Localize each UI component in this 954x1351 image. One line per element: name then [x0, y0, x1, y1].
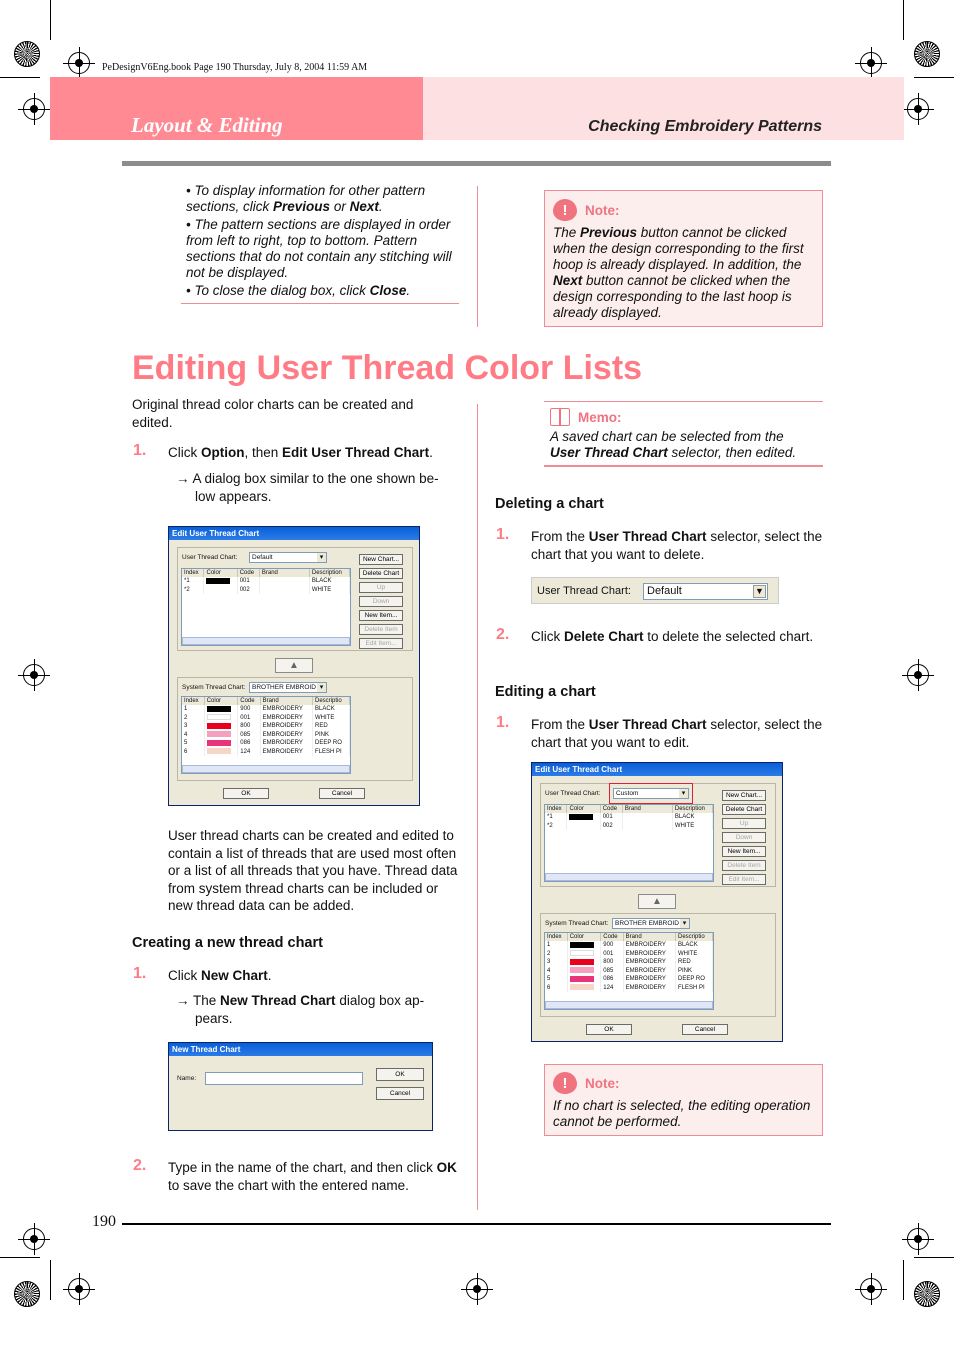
header-rule: [122, 161, 831, 166]
user-thread-grid[interactable]: Index Color Code Brand Description *1 001 BLACK *2 002 WHITE: [544, 804, 714, 882]
header-band-right: [423, 77, 904, 140]
dialog-titlebar: Edit User Thread Chart: [532, 763, 782, 776]
system-chart-label: System Thread Chart:: [182, 684, 246, 691]
registration-target-icon: [907, 98, 929, 120]
table-row[interactable]: 2 001 EMBROIDERY WHITE: [545, 950, 713, 959]
step-result: → A dialog box similar to the one shown be- low appears.: [176, 471, 439, 504]
delete-chart-button[interactable]: Delete Chart: [722, 804, 766, 815]
user-thread-chart-selector: [531, 577, 779, 604]
step-result: → The New Thread Chart dialog box ap- pears.: [176, 993, 425, 1026]
note-box-2: [544, 1064, 823, 1136]
edit-item-button[interactable]: Edit Item...: [359, 638, 403, 649]
registration-star-icon: [914, 1281, 940, 1307]
table-row[interactable]: 6 124 EMBROIDERY FLESH PI: [545, 984, 713, 993]
registration-target-icon: [860, 52, 882, 74]
table-row[interactable]: 1 900 EMBROIDERY BLACK: [545, 941, 713, 950]
table-row[interactable]: 3 800 EMBROIDERY RED: [545, 958, 713, 967]
cancel-button[interactable]: Cancel: [319, 788, 365, 799]
add-up-arrow-icon[interactable]: ▲: [275, 658, 313, 673]
page-title: Editing User Thread Color Lists: [132, 349, 643, 387]
registration-star-icon: [14, 1281, 40, 1307]
new-item-button[interactable]: New Item...: [359, 610, 403, 621]
ok-button[interactable]: OK: [223, 788, 269, 799]
selector-label: User Thread Chart:: [537, 585, 631, 597]
header-band-left: [50, 77, 423, 140]
table-row[interactable]: *2 002 WHITE: [545, 822, 713, 831]
note-text: If no chart is selected, the editing operation cannot be performed.: [553, 1098, 811, 1129]
dialog-titlebar: Edit User Thread Chart: [169, 527, 419, 540]
exclamation-icon: !: [553, 199, 577, 221]
user-chart-combo[interactable]: Custom ▾: [613, 788, 689, 799]
bullet-item: • The pattern sections are displayed in order from left to right, top to bottom. Pattern sections that do not contain any stitching will not be displayed.: [186, 217, 452, 280]
note-box: [544, 190, 823, 327]
column-divider: [477, 404, 478, 1210]
horizontal-scrollbar[interactable]: [545, 873, 713, 881]
registration-target-icon: [907, 664, 929, 686]
edit-user-thread-chart-dialog-custom: [531, 762, 783, 1042]
deleting-heading: Deleting a chart: [495, 496, 604, 512]
footer-rule: [122, 1223, 831, 1225]
registration-target-icon: [68, 52, 90, 74]
topic-title: Checking Embroidery Patterns: [588, 118, 822, 135]
delete-chart-button[interactable]: Delete Chart: [359, 568, 403, 579]
step-number: 1.: [496, 526, 510, 543]
delete-item-button[interactable]: Delete Item: [359, 624, 403, 635]
table-row[interactable]: *1 001 BLACK: [182, 577, 350, 586]
print-info-line: PeDesignV6Eng.book Page 190 Thursday, July 8, 2004 11:59 AM: [102, 62, 368, 73]
step-number: 2.: [133, 1157, 147, 1174]
registration-star-icon: [914, 41, 940, 67]
step-text: Click Option, then Edit User Thread Chart.: [168, 445, 433, 460]
editing-heading: Editing a chart: [495, 684, 596, 700]
step-text: Click New Chart.: [168, 968, 272, 983]
step-number: 2.: [496, 626, 510, 643]
step-text: Type in the name of the chart, and then click OK to save the chart with the entered name.: [168, 1160, 457, 1193]
name-label: Name:: [177, 1075, 197, 1082]
exclamation-icon: !: [553, 1072, 577, 1094]
up-button[interactable]: Up: [359, 582, 403, 593]
table-row[interactable]: 4 085 EMBROIDERY PINK: [182, 731, 350, 740]
selector-combo[interactable]: Default ▼: [643, 583, 768, 600]
bullet-item: • To close the dialog box, click Close.: [186, 283, 411, 298]
step-text: From the User Thread Chart selector, select the chart that you want to edit.: [531, 717, 823, 750]
horizontal-scrollbar[interactable]: [545, 1001, 713, 1009]
intro-paragraph: Original thread color charts can be created and edited.: [132, 397, 414, 430]
dialog-titlebar: New Thread Chart: [169, 1043, 432, 1056]
table-row[interactable]: 2 001 EMBROIDERY WHITE: [182, 714, 350, 723]
table-row[interactable]: 1 900 EMBROIDERY BLACK: [182, 705, 350, 714]
edit-user-thread-chart-dialog: [168, 526, 420, 806]
bullet-item: • To display information for other pattern sections, click Previous or Next.: [186, 183, 426, 214]
ok-button[interactable]: OK: [376, 1068, 424, 1081]
new-item-button[interactable]: New Item...: [722, 846, 766, 857]
table-row[interactable]: 3 800 EMBROIDERY RED: [182, 722, 350, 731]
table-row[interactable]: 5 086 EMBROIDERY DEEP RO: [182, 739, 350, 748]
system-chart-combo[interactable]: BROTHER EMBROID ▾: [249, 682, 327, 693]
registration-target-icon: [466, 1278, 488, 1300]
registration-target-icon: [23, 98, 45, 120]
user-chart-label: User Thread Chart:: [182, 554, 238, 561]
table-row[interactable]: *1 001 BLACK: [545, 813, 713, 822]
memo-text: A saved chart can be selected from the User Thread Chart selector, then edited.: [550, 429, 797, 460]
registration-target-icon: [907, 1228, 929, 1250]
memo-header: Memo:: [550, 408, 817, 426]
down-button[interactable]: Down: [359, 596, 403, 607]
registration-target-icon: [68, 1278, 90, 1300]
registration-target-icon: [23, 1228, 45, 1250]
creating-heading: Creating a new thread chart: [132, 935, 323, 951]
step-number: 1.: [496, 714, 510, 731]
page-number: 190: [92, 1213, 116, 1230]
delete-item-button[interactable]: Delete Item: [722, 860, 766, 871]
step-number: 1.: [133, 965, 147, 982]
new-chart-button[interactable]: New Chart...: [722, 790, 766, 801]
chart-name-input[interactable]: [205, 1072, 363, 1085]
cancel-button[interactable]: Cancel: [376, 1087, 424, 1100]
note-header: ! Note:: [553, 1072, 814, 1094]
new-thread-chart-dialog: [168, 1042, 433, 1131]
system-thread-grid[interactable]: Index Color Code Brand Descriptio 1 900 EMBROIDERY BLACK 2 001 EMBROIDERY WHITE 3 800 EMBROIDERY RED 4 085 EMBROIDERY PINK 5 086 EMBROIDERY DEEP RO 6 124 EMBROIDERY FLESH PI: [544, 932, 714, 1010]
table-row[interactable]: 5 086 EMBROIDERY DEEP RO: [545, 975, 713, 984]
chevron-down-icon[interactable]: ▼: [753, 585, 766, 598]
book-icon: [550, 408, 570, 426]
down-button[interactable]: Down: [722, 832, 766, 843]
table-row[interactable]: 4 085 EMBROIDERY PINK: [545, 967, 713, 976]
section-title: Layout & Editing: [131, 113, 283, 137]
registration-star-icon: [14, 41, 40, 67]
top-bullet-list: [186, 183, 458, 299]
system-chart-combo[interactable]: BROTHER EMBROID ▾: [612, 918, 690, 929]
registration-target-icon: [23, 664, 45, 686]
bullets-rule: [181, 303, 459, 304]
user-chart-combo[interactable]: Default ▾: [249, 552, 327, 563]
add-up-arrow-icon[interactable]: ▲: [638, 894, 676, 909]
step-text: Click Delete Chart to delete the selected chart.: [531, 629, 814, 644]
step-text: From the User Thread Chart selector, select the chart that you want to delete.: [531, 529, 823, 562]
new-chart-button[interactable]: New Chart...: [359, 554, 403, 565]
memo-box: [544, 401, 823, 467]
note-header: ! Note:: [553, 199, 814, 221]
note-text: The Previous button cannot be clicked when the design corresponding to the first hoop is already displayed. In addition, the Next button cannot be clicked when the design corresponding to the last hoop is already displayed.: [553, 225, 804, 320]
edit-item-button[interactable]: Edit Item...: [722, 874, 766, 885]
table-row[interactable]: 6 124 EMBROIDERY FLESH PI: [182, 748, 350, 757]
step-number: 1.: [133, 442, 147, 459]
cancel-button[interactable]: Cancel: [682, 1024, 728, 1035]
table-row[interactable]: *2 002 WHITE: [182, 586, 350, 595]
horizontal-scrollbar[interactable]: [182, 637, 350, 645]
up-button[interactable]: Up: [722, 818, 766, 829]
user-charts-paragraph: User thread charts can be created and edited to contain a list of threads that are used most often or a list of all threads that you have. Thread data from system thread charts can be included or new thread data can be added.: [168, 828, 458, 913]
horizontal-scrollbar[interactable]: [182, 765, 350, 773]
user-thread-grid[interactable]: Index Color Code Brand Description *1 001 BLACK *2 002 WHITE: [181, 568, 351, 646]
system-thread-grid[interactable]: Index Color Code Brand Descriptio 1 900 EMBROIDERY BLACK 2 001 EMBROIDERY WHITE 3 800 EMBROIDERY RED 4 085 EMBROIDERY PINK 5 086 EMBROIDERY DEEP RO 6 124 EMBROIDERY FLESH PI: [181, 696, 351, 774]
user-chart-label: User Thread Chart:: [545, 790, 601, 797]
registration-target-icon: [860, 1278, 882, 1300]
system-chart-label: System Thread Chart:: [545, 920, 609, 927]
column-divider: [477, 186, 478, 327]
ok-button[interactable]: OK: [586, 1024, 632, 1035]
